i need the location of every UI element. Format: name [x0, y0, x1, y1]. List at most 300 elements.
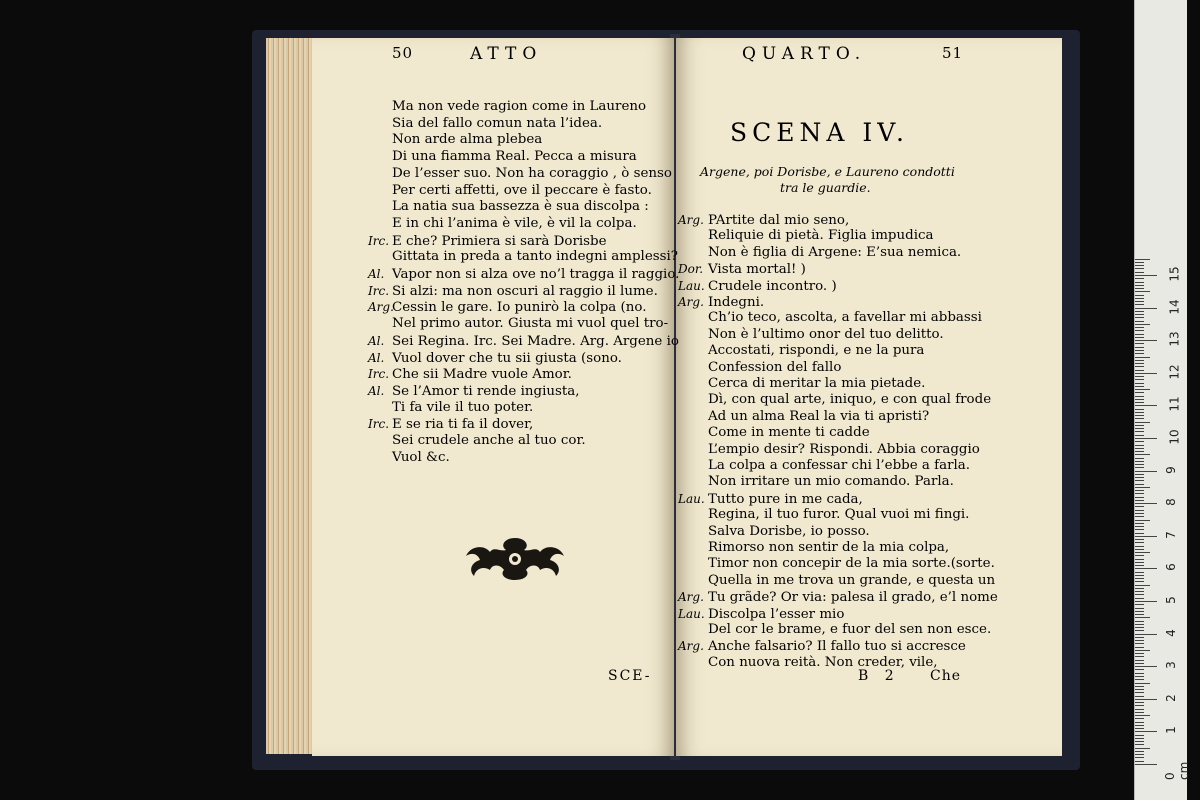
text-line	[368, 416, 533, 434]
ruler-tick	[1135, 555, 1144, 556]
ruler-tick	[1135, 656, 1144, 657]
speaker-label: Irc.	[368, 417, 390, 432]
right-page-number: 51	[942, 44, 964, 62]
ruler-tick	[1135, 317, 1144, 318]
verse-text: Cessin le gare. Io punirò la colpa (no.	[392, 300, 647, 316]
ornament-icon	[460, 534, 570, 582]
speaker-label: Al.	[368, 333, 385, 348]
text-line	[368, 333, 679, 351]
ruler-tick	[1135, 278, 1144, 279]
ruler-tick	[1135, 471, 1157, 472]
text-line	[368, 299, 646, 317]
ruler-number: 7	[1163, 530, 1178, 539]
text-line	[368, 233, 607, 251]
verse-text: Nel primo autor. Giusta mi vuol quel tro-	[392, 316, 669, 332]
ruler-tick	[1135, 474, 1144, 475]
ruler-tick	[1135, 431, 1144, 432]
ruler-tick	[1135, 321, 1144, 322]
ruler-tick	[1135, 653, 1144, 654]
ruler-tick	[1135, 357, 1150, 358]
ruler-tick	[1135, 435, 1144, 436]
ruler-number: 11	[1167, 396, 1182, 413]
stage-direction-line-1: Argene, poi Dorisbe, e Laureno condotti	[700, 164, 955, 179]
ruler-tick	[1135, 265, 1144, 266]
text-line	[368, 199, 649, 216]
speaker-label: Al.	[368, 267, 385, 281]
ruler-tick	[1135, 764, 1157, 765]
ruler-tick	[1135, 389, 1150, 390]
ruler-tick	[1135, 546, 1144, 547]
verse-text: E in chi l’anima è vile, è vil la colpa.	[392, 215, 637, 231]
verse-text: Timor non concepir de la mia sorte.(sorte.	[708, 556, 995, 572]
ruler-tick	[1135, 464, 1144, 465]
ruler-tick	[1135, 705, 1144, 706]
ruler-tick	[1135, 314, 1144, 315]
speaker-label: Irc.	[368, 367, 390, 382]
ruler-tick	[1135, 497, 1144, 498]
ruler-tick	[1135, 533, 1144, 534]
text-line	[678, 392, 991, 409]
ruler-number: 4	[1163, 628, 1178, 637]
text-line	[678, 622, 991, 639]
ruler-tick	[1135, 402, 1144, 403]
ruler-tick	[1135, 500, 1144, 501]
text-line	[678, 606, 844, 624]
ruler-tick	[1135, 559, 1144, 560]
ruler-tick	[1135, 418, 1144, 419]
ruler-tick	[1135, 666, 1157, 667]
text-line	[678, 278, 837, 296]
ruler-tick	[1135, 520, 1150, 521]
verse-text: E che? Primiera si sarà Dorisbe	[392, 233, 607, 249]
ruler-tick	[1135, 598, 1144, 599]
ruler-tick	[1135, 484, 1144, 485]
ruler-number: 1	[1163, 726, 1178, 735]
speaker-label: Lau.	[678, 278, 705, 293]
verse-text: La natia sua bassezza è sua discolpa :	[392, 199, 649, 215]
verse-text: Confession del fallo	[708, 359, 842, 375]
ruler-tick	[1135, 285, 1144, 286]
verse-text: La colpa a confessar chi l’ebbe a farla.	[708, 458, 971, 473]
verse-text: Con nuova reità. Non creder, vile,	[708, 654, 938, 670]
ruler-tick	[1135, 624, 1144, 625]
verse-text: PArtite dal mio seno,	[708, 213, 850, 228]
text-line	[678, 425, 870, 442]
ruler-tick	[1135, 634, 1157, 635]
ruler-tick	[1135, 608, 1144, 609]
text-line	[678, 589, 998, 607]
ruler-tick	[1135, 376, 1144, 377]
ruler-number: 13	[1167, 331, 1182, 347]
ruler-tick	[1135, 650, 1150, 651]
ruler-tick	[1135, 415, 1144, 416]
ruler-tick	[1135, 663, 1144, 664]
ruler-tick	[1135, 676, 1144, 677]
ruler-tick	[1135, 379, 1144, 380]
ruler-tick	[1135, 585, 1150, 586]
ruler-tick	[1135, 761, 1144, 762]
verse-text: Accostati, rispondi, e ne la pura	[708, 343, 925, 359]
verse-text: Vuol &c.	[392, 449, 450, 465]
ruler-tick	[1135, 282, 1144, 283]
text-line	[678, 360, 841, 377]
ruler-tick	[1135, 272, 1144, 273]
text-line	[368, 99, 646, 116]
ruler-tick	[1135, 445, 1144, 446]
ruler-tick	[1135, 360, 1144, 361]
ruler-tick	[1135, 660, 1144, 661]
ruler-tick	[1135, 562, 1144, 563]
ruler-tick	[1135, 683, 1150, 684]
ruler-tick	[1135, 412, 1144, 413]
ruler-tick	[1135, 480, 1144, 481]
ruler-tick	[1135, 669, 1144, 670]
ruler-tick	[1135, 438, 1157, 439]
speaker-label: Arg.	[678, 213, 704, 227]
ruler-tick	[1135, 565, 1144, 566]
verse-text: L’empio desir? Rispondi. Abbia coraggio	[708, 441, 980, 457]
ruler-tick	[1135, 327, 1144, 328]
text-line	[368, 149, 637, 166]
ruler-tick	[1135, 689, 1144, 690]
text-line	[678, 491, 863, 509]
speaker-label: Irc.	[368, 283, 390, 298]
ruler-tick	[1135, 334, 1144, 335]
ruler-tick	[1135, 643, 1144, 644]
text-line	[678, 294, 764, 312]
text-line	[368, 166, 672, 183]
speaker-label: Arg.	[678, 590, 704, 605]
ruler-number: 15	[1167, 266, 1182, 282]
ruler-tick	[1135, 715, 1150, 716]
ruler-tick	[1135, 383, 1144, 384]
verse-text: Per certi affetti, ove il peccare è fasto.	[392, 182, 652, 198]
verse-text: Anche falsario? Il fallo tuo si accresce	[708, 639, 966, 655]
ruler-tick	[1135, 712, 1144, 713]
verse-text: Non è l’ultimo onor del tuo delitto.	[708, 326, 944, 342]
text-line	[368, 366, 572, 384]
text-line	[368, 266, 679, 284]
text-line	[678, 228, 933, 245]
ruler-tick	[1135, 709, 1144, 710]
ruler-tick	[1135, 301, 1144, 302]
text-line	[368, 132, 542, 149]
verse-text: Non irritare un mio comando. Parla.	[708, 474, 954, 490]
text-line	[368, 433, 586, 450]
text-line	[368, 183, 652, 200]
ruler-tick	[1135, 728, 1144, 729]
verse-text: Regina, il tuo furor. Qual vuoi mi fingi.	[708, 507, 970, 523]
verse-text: Rimorso non sentir de la mia colpa,	[708, 540, 950, 555]
ruler-tick	[1135, 692, 1144, 693]
ruler-number: 14	[1167, 298, 1182, 315]
left-catchword: SCE-	[608, 668, 652, 684]
ruler-tick	[1135, 581, 1144, 582]
text-line	[678, 376, 925, 393]
ruler-tick	[1135, 487, 1150, 488]
ruler-tick	[1135, 451, 1144, 452]
speaker-label: Arg.	[368, 300, 394, 315]
signature-mark: B 2	[858, 668, 900, 684]
verse-text: De l’esser suo. Non ha coraggio , ò senso	[392, 165, 672, 181]
ruler-tick	[1135, 259, 1150, 260]
verse-text: Sei Regina. Irc. Sei Madre. Arg. Argene io	[392, 333, 679, 349]
ruler-tick	[1135, 536, 1157, 537]
speaker-label: Al.	[368, 350, 385, 365]
ruler-tick	[1135, 399, 1144, 400]
ruler-tick	[1135, 347, 1144, 348]
ruler-tick	[1135, 506, 1144, 507]
ruler-tick	[1135, 493, 1144, 494]
ruler-number: 10	[1167, 429, 1182, 445]
text-line	[678, 573, 995, 590]
verse-text: Non arde alma plebea	[392, 132, 543, 148]
speaker-label: Arg.	[678, 295, 704, 309]
verse-text: Non è figlia di Argene: E’sua nemica.	[708, 244, 962, 260]
text-line	[678, 310, 982, 327]
verse-text: Dì, con qual arte, iniquo, e con qual frode	[708, 392, 992, 408]
verse-text: Cerca di meritar la mia pietade.	[708, 376, 926, 391]
ruler-tick	[1135, 295, 1144, 296]
verse-text: Vuol dover che tu sii giusta (sono.	[392, 350, 622, 366]
ruler-number: 8	[1163, 498, 1178, 507]
ruler-tick	[1135, 601, 1157, 602]
ruler-tick	[1135, 422, 1150, 423]
verse-text: Vista mortal! )	[708, 262, 806, 278]
verse-text: Indegni.	[708, 295, 765, 310]
ruler-tick	[1135, 350, 1144, 351]
ruler-tick	[1135, 604, 1144, 605]
verse-text: Che sii Madre vuole Amor.	[392, 367, 572, 383]
verse-text: Salva Dorisbe, io posso.	[708, 523, 870, 539]
ruler-tick	[1135, 591, 1144, 592]
verse-text: Quella in me trova un grande, e questa un	[708, 572, 996, 588]
ruler-number: 6	[1163, 563, 1178, 572]
ruler-tick	[1135, 363, 1144, 364]
verse-text: Crudele incontro. )	[708, 278, 837, 294]
text-line	[678, 540, 949, 557]
stage-direction-line-2: tra le guardie.	[780, 180, 871, 195]
verse-text: Se l’Amor ti rende ingiusta,	[392, 383, 580, 399]
ruler-tick	[1135, 751, 1144, 752]
ruler-tick	[1135, 754, 1144, 755]
verse-text: Tutto pure in me cada,	[708, 491, 863, 507]
ruler-tick	[1135, 454, 1150, 455]
ruler-number: 0 cm	[1163, 761, 1191, 780]
ruler-tick	[1135, 594, 1144, 595]
right-running-head: QUARTO.	[742, 44, 867, 64]
ruler-tick	[1135, 611, 1144, 612]
ruler-tick	[1135, 627, 1144, 628]
ruler-tick	[1135, 510, 1144, 511]
text-line	[368, 249, 678, 266]
ruler-tick	[1135, 539, 1144, 540]
ruler-tick	[1135, 640, 1144, 641]
ruler-tick	[1135, 396, 1144, 397]
ruler-tick	[1135, 458, 1144, 459]
ruler-tick	[1135, 330, 1144, 331]
ruler-tick	[1135, 673, 1144, 674]
ruler-tick	[1135, 441, 1144, 442]
ruler-tick	[1135, 308, 1157, 309]
ruler-tick	[1135, 725, 1144, 726]
ruler-tick	[1135, 428, 1144, 429]
ruler-tick	[1135, 647, 1144, 648]
ruler-tick	[1135, 617, 1150, 618]
ruler-tick	[1135, 409, 1144, 410]
ruler-tick	[1135, 731, 1157, 732]
ruler-tick	[1135, 575, 1144, 576]
text-line	[678, 556, 995, 573]
ruler-tick	[1135, 366, 1144, 367]
ruler-tick	[1135, 702, 1144, 703]
text-line	[678, 442, 980, 459]
ruler-tick	[1135, 392, 1144, 393]
ruler-tick	[1135, 268, 1144, 269]
text-line	[678, 245, 961, 262]
verse-text: Come in mente ti cadde	[708, 425, 870, 441]
text-line	[678, 261, 806, 279]
ruler-tick	[1135, 370, 1144, 371]
text-line	[678, 507, 969, 524]
verse-text: Reliquie di pietà. Figlia impudica	[708, 228, 934, 244]
ruler-tick	[1135, 298, 1144, 299]
ruler-tick	[1135, 288, 1144, 289]
text-line	[368, 283, 658, 301]
ruler-tick	[1135, 744, 1144, 745]
ruler-tick	[1135, 448, 1144, 449]
verse-text: Sei crudele anche al tuo cor.	[392, 433, 586, 448]
ruler-tick	[1135, 722, 1144, 723]
ruler-tick	[1135, 738, 1144, 739]
ruler-tick	[1135, 699, 1157, 700]
ruler-tick	[1135, 337, 1144, 338]
ruler-tick	[1135, 679, 1144, 680]
ruler-tick	[1135, 630, 1144, 631]
ruler-tick	[1135, 578, 1144, 579]
ruler-tick	[1135, 757, 1144, 758]
right-catchword: Che	[930, 668, 962, 684]
text-line	[368, 316, 668, 333]
ruler-number: 12	[1167, 364, 1182, 380]
ruler-tick	[1135, 353, 1144, 354]
text-line	[368, 216, 637, 233]
verse-text: Discolpa l’esser mio	[708, 606, 845, 622]
text-line	[368, 450, 450, 467]
ruler-tick	[1135, 304, 1144, 305]
ruler-tick	[1135, 523, 1144, 524]
text-line	[678, 327, 944, 344]
text-line	[368, 400, 533, 417]
ruler-number: 9	[1163, 465, 1178, 474]
verse-text: Ma non vede ragion come in Laureno	[392, 99, 647, 114]
verse-text: Vapor non si alza ove no’l tragga il raggio.	[392, 267, 680, 282]
speaker-label: Al.	[368, 383, 385, 398]
ruler-tick	[1135, 542, 1144, 543]
ruler-tick	[1135, 490, 1144, 491]
verse-text: Sia del fallo comun nata l’idea.	[392, 115, 603, 131]
ruler-tick	[1135, 748, 1150, 749]
ruler-number: 3	[1163, 661, 1178, 670]
ruler-tick	[1135, 513, 1144, 514]
ruler-tick	[1135, 386, 1144, 387]
verse-text: Ad un alma Real la via ti apristi?	[708, 408, 930, 424]
ruler-tick	[1135, 526, 1144, 527]
ruler-tick	[1135, 614, 1144, 615]
ruler-tick	[1135, 503, 1157, 504]
verse-text: Si alzi: ma non oscuri al raggio il lume.	[392, 283, 658, 299]
ruler-tick	[1135, 568, 1157, 569]
ruler-tick	[1135, 373, 1157, 374]
text-line	[678, 458, 970, 475]
text-line	[368, 383, 579, 401]
left-running-head: ATTO	[470, 44, 543, 64]
speaker-label: Lau.	[678, 606, 705, 621]
verse-text: Gittata in preda a tanto indegni amplessi?	[392, 249, 678, 265]
speaker-label: Dor.	[678, 262, 704, 277]
ruler-tick	[1135, 467, 1144, 468]
text-line	[678, 524, 870, 541]
speaker-label: Irc.	[368, 233, 390, 248]
scene-title: SCENA IV.	[730, 118, 909, 147]
measuring-ruler	[1134, 0, 1191, 800]
ruler-tick	[1135, 324, 1150, 325]
ruler-tick	[1135, 572, 1144, 573]
text-line	[368, 116, 602, 133]
ruler-tick	[1135, 275, 1157, 276]
ruler-tick	[1135, 340, 1157, 341]
ruler-tick	[1135, 516, 1144, 517]
text-line	[678, 409, 929, 426]
ruler-tick	[1135, 735, 1144, 736]
left-page-number: 50	[392, 44, 414, 62]
ruler-tick	[1135, 741, 1144, 742]
ruler-tick	[1135, 588, 1144, 589]
ruler-tick	[1135, 621, 1144, 622]
verse-text: Di una fiamma Real. Pecca a misura	[392, 149, 637, 165]
ruler-tick	[1135, 686, 1144, 687]
ruler-tick	[1135, 696, 1144, 697]
ruler-tick	[1135, 477, 1144, 478]
ruler-tick	[1135, 529, 1144, 530]
speaker-label: Lau.	[678, 491, 705, 506]
ruler-tick	[1135, 718, 1144, 719]
text-line	[368, 350, 622, 368]
ruler-tick	[1135, 291, 1150, 292]
ruler-tick	[1135, 552, 1150, 553]
ruler-tick	[1135, 549, 1144, 550]
ruler-number: 2	[1163, 693, 1178, 702]
speaker-label: Arg.	[678, 639, 704, 654]
ruler-tick	[1135, 311, 1144, 312]
text-line	[678, 474, 954, 491]
ruler-tick	[1135, 425, 1144, 426]
text-line	[678, 212, 849, 230]
verse-text: Del cor le brame, e fuor del sen non esce.	[708, 622, 992, 637]
verse-text: Tu grãde? Or via: palesa il grado, e’l nome	[708, 590, 998, 606]
verse-text: Ch’io teco, ascolta, a favellar mi abbassi	[708, 310, 982, 326]
verse-text: E se ria ti fa il dover,	[392, 417, 534, 433]
text-line	[678, 343, 924, 360]
text-line	[678, 638, 966, 656]
ruler-tick	[1135, 262, 1144, 263]
ruler-tick	[1135, 405, 1157, 406]
verse-text: Ti fa vile il tuo poter.	[392, 399, 534, 415]
ruler-number: 5	[1163, 596, 1178, 604]
ruler-tick	[1135, 343, 1144, 344]
ruler-tick	[1135, 461, 1144, 462]
ruler-tick	[1135, 637, 1144, 638]
